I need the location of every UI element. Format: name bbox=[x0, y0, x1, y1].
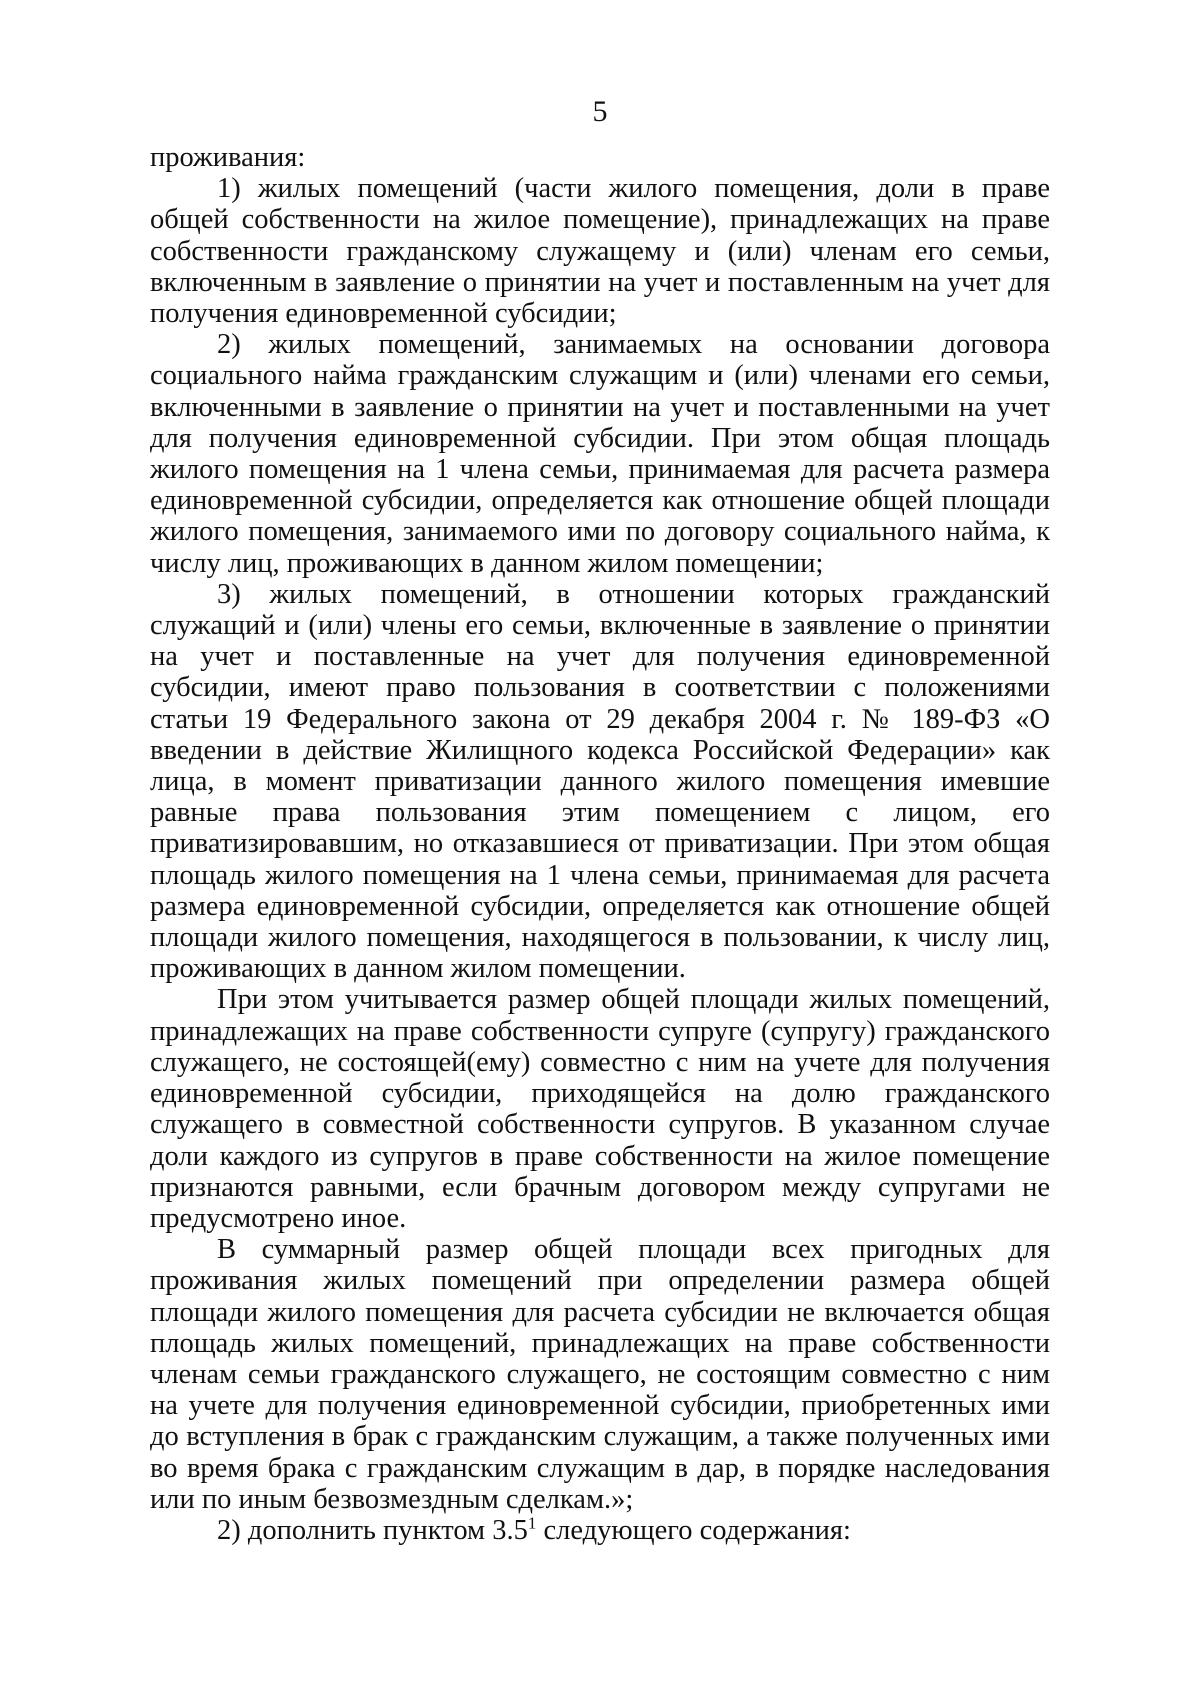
final-clause-suffix: следующего содержания: bbox=[536, 1514, 851, 1546]
paragraph-item-1: 1) жилых помещений (части жилого помещения, доли в праве общей собственности на жилое помещение), принадлежащих на праве собственности гражданскому служащему и (или) членам его семьи, включенным в заявление о принятии на учет и поставленным на учет для получения единовременной субсидии; bbox=[150, 173, 1050, 330]
paragraph-lead: проживания: bbox=[150, 142, 306, 173]
final-clause-prefix: 2) дополнить пунктом 3.5 bbox=[217, 1514, 528, 1546]
paragraph-total-area: В суммарный размер общей площади всех пригодных для проживания жилых помещений при определении размера общей площади жилого помещения для расчета субсидии не включается общая площадь жилых помещений, принадлежащих на праве собственности членам семьи гражданского служащего, не состоящим совместно с ним на учете для получения единовременной субсидии, приобретенных ими до вступления в брак с гражданским служащим, а также полученных ими во время брака с гражданским служащим в дар, в порядке наследования или по иным безвозмездным сделкам.»; bbox=[150, 1234, 1050, 1515]
document-body bbox=[150, 142, 1050, 1546]
paragraph-item-2: 2) жилых помещений, занимаемых на основании договора социального найма гражданским служащим и (или) членами его семьи, включенными в заявление о принятии на учет и поставленными на учет для получения единовременной субсидии. При этом общая площадь жилого помещения на 1 члена семьи, принимаемая для расчета размера единовременной субсидии, определяется как отношение общей площади жилого помещения, занимаемого ими по договору социального найма, к числу лиц, проживающих в данном жилом помещении; bbox=[150, 329, 1050, 579]
final-clause bbox=[150, 1515, 1050, 1546]
page-number: 5 bbox=[592, 95, 608, 128]
paragraph-spouse-area: При этом учитывается размер общей площади жилых помещений, принадлежащих на праве собственности супруге (супругу) гражданского служащего, не состоящей(ему) совместно с ним на учете для получения единовременной субсидии, приходящейся на долю гражданского служащего в совместной собственности супругов. В указанном случае доли каждого из супругов в праве собственности на жилое помещение признаются равными, если брачным договором между супругами не предусмотрено иное. bbox=[150, 984, 1050, 1234]
paragraph-item-3: 3) жилых помещений, в отношении которых гражданский служащий и (или) члены его семьи, включенные в заявление о принятии на учет и поставленные на учет для получения единовременной субсидии, имеют право пользования в соответствии с положениями статьи 19 Федерального закона от 29 декабря 2004 г. № 189-ФЗ «О введении в действие Жилищного кодекса Российской Федерации» как лица, в момент приватизации данного жилого помещения имевшие равные права пользования этим помещением с лицом, его приватизировавшим, но отказавшиеся от приватизации. При этом общая площадь жилого помещения на 1 члена семьи, принимаемая для расчета размера единовременной субсидии, определяется как отношение общей площади жилого помещения, находящегося в пользовании, к числу лиц, проживающих в данном жилом помещении. bbox=[150, 578, 1050, 985]
final-clause-superscript: 1 bbox=[527, 1513, 537, 1533]
